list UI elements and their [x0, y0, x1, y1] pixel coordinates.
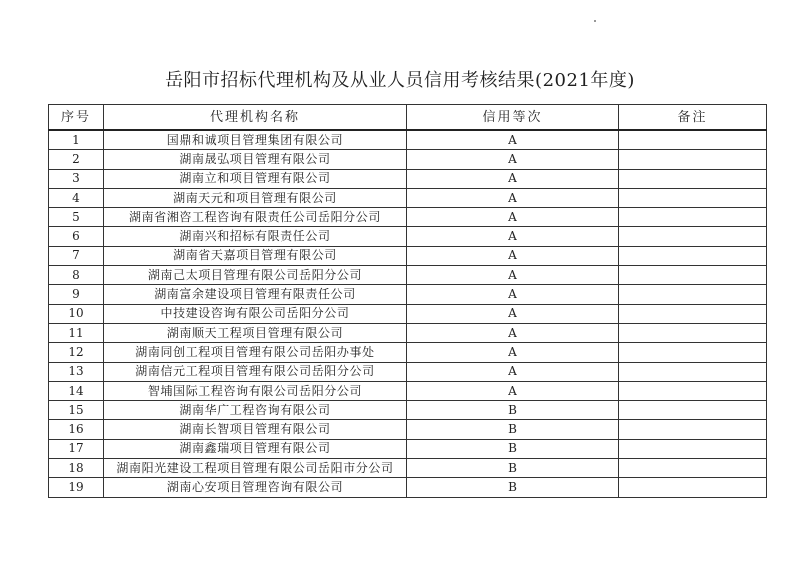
- remarks-cell: [619, 362, 767, 381]
- credit-grade-cell: A: [407, 150, 619, 169]
- credit-grade-cell: A: [407, 130, 619, 150]
- remarks-cell: [619, 304, 767, 323]
- header-remarks: 备注: [619, 105, 767, 131]
- table-row: [49, 362, 767, 381]
- serial-number-cell: 7: [49, 246, 104, 265]
- agency-name-cell: 湖南长智项目管理有限公司: [104, 420, 407, 439]
- table-row: [49, 304, 767, 323]
- table-row: [49, 246, 767, 265]
- credit-grade-cell: A: [407, 381, 619, 400]
- remarks-cell: [619, 208, 767, 227]
- agency-name-cell: 湖南天元和项目管理有限公司: [104, 188, 407, 207]
- serial-number-cell: 11: [49, 323, 104, 342]
- credit-grade-cell: A: [407, 323, 619, 342]
- credit-grade-cell: B: [407, 420, 619, 439]
- agency-name-cell: 湖南信元工程项目管理有限公司岳阳分公司: [104, 362, 407, 381]
- remarks-cell: [619, 323, 767, 342]
- credit-grade-cell: A: [407, 343, 619, 362]
- header-agency-name: 代理机构名称: [104, 105, 407, 131]
- header-credit-grade: 信用等次: [407, 105, 619, 131]
- table-row: [49, 478, 767, 497]
- agency-name-cell: 湖南立和项目管理有限公司: [104, 169, 407, 188]
- table-row: [49, 420, 767, 439]
- credit-grade-cell: B: [407, 401, 619, 420]
- remarks-cell: [619, 285, 767, 304]
- credit-rating-table: [48, 104, 767, 498]
- table-row: [49, 343, 767, 362]
- table-row: [49, 169, 767, 188]
- table-body: [49, 130, 767, 497]
- remarks-cell: [619, 246, 767, 265]
- serial-number-cell: 14: [49, 381, 104, 400]
- credit-grade-cell: B: [407, 478, 619, 497]
- header-serial-number: 序号: [49, 105, 104, 131]
- scan-speck: [594, 20, 596, 22]
- document-title: 岳阳市招标代理机构及从业人员信用考核结果(2021年度): [165, 70, 635, 91]
- serial-number-cell: 4: [49, 188, 104, 207]
- agency-name-cell: 湖南华广工程咨询有限公司: [104, 401, 407, 420]
- credit-grade-cell: A: [407, 246, 619, 265]
- remarks-cell: [619, 343, 767, 362]
- agency-name-cell: 湖南富余建设项目管理有限责任公司: [104, 285, 407, 304]
- table-row: [49, 401, 767, 420]
- serial-number-cell: 15: [49, 401, 104, 420]
- serial-number-cell: 17: [49, 439, 104, 458]
- credit-grade-cell: A: [407, 362, 619, 381]
- remarks-cell: [619, 150, 767, 169]
- agency-name-cell: 国鼎和诚项目管理集团有限公司: [104, 130, 407, 150]
- table-row: [49, 188, 767, 207]
- serial-number-cell: 10: [49, 304, 104, 323]
- remarks-cell: [619, 439, 767, 458]
- table-row: [49, 381, 767, 400]
- serial-number-cell: 5: [49, 208, 104, 227]
- remarks-cell: [619, 130, 767, 150]
- serial-number-cell: 19: [49, 478, 104, 497]
- serial-number-cell: 12: [49, 343, 104, 362]
- credit-grade-cell: A: [407, 227, 619, 246]
- agency-name-cell: 湖南晟弘项目管理有限公司: [104, 150, 407, 169]
- agency-name-cell: 湖南阳光建设工程项目管理有限公司岳阳市分公司: [104, 459, 407, 478]
- credit-grade-cell: A: [407, 188, 619, 207]
- agency-name-cell: 湖南顺天工程项目管理有限公司: [104, 323, 407, 342]
- credit-grade-cell: A: [407, 208, 619, 227]
- agency-name-cell: 湖南己太项目管理有限公司岳阳分公司: [104, 266, 407, 285]
- remarks-cell: [619, 188, 767, 207]
- credit-grade-cell: B: [407, 439, 619, 458]
- remarks-cell: [619, 478, 767, 497]
- credit-grade-cell: A: [407, 266, 619, 285]
- serial-number-cell: 2: [49, 150, 104, 169]
- serial-number-cell: 18: [49, 459, 104, 478]
- table-row: [49, 439, 767, 458]
- serial-number-cell: 9: [49, 285, 104, 304]
- table-row: [49, 208, 767, 227]
- agency-name-cell: 智埔国际工程咨询有限公司岳阳分公司: [104, 381, 407, 400]
- serial-number-cell: 1: [49, 130, 104, 150]
- agency-name-cell: 湖南鑫瑞项目管理有限公司: [104, 439, 407, 458]
- remarks-cell: [619, 381, 767, 400]
- table-row: [49, 285, 767, 304]
- remarks-cell: [619, 266, 767, 285]
- agency-name-cell: 湖南同创工程项目管理有限公司岳阳办事处: [104, 343, 407, 362]
- agency-name-cell: 湖南兴和招标有限责任公司: [104, 227, 407, 246]
- agency-name-cell: 中技建设咨询有限公司岳阳分公司: [104, 304, 407, 323]
- credit-grade-cell: B: [407, 459, 619, 478]
- credit-grade-cell: A: [407, 304, 619, 323]
- table-row: [49, 130, 767, 150]
- remarks-cell: [619, 459, 767, 478]
- remarks-cell: [619, 401, 767, 420]
- serial-number-cell: 6: [49, 227, 104, 246]
- agency-name-cell: 湖南省湘咨工程咨询有限责任公司岳阳分公司: [104, 208, 407, 227]
- agency-name-cell: 湖南省天嘉项目管理有限公司: [104, 246, 407, 265]
- remarks-cell: [619, 227, 767, 246]
- credit-grade-cell: A: [407, 169, 619, 188]
- agency-name-cell: 湖南心安项目管理咨询有限公司: [104, 478, 407, 497]
- remarks-cell: [619, 169, 767, 188]
- table-row: [49, 459, 767, 478]
- table-row: [49, 227, 767, 246]
- credit-grade-cell: A: [407, 285, 619, 304]
- serial-number-cell: 8: [49, 266, 104, 285]
- table-header-row: [49, 105, 767, 131]
- remarks-cell: [619, 420, 767, 439]
- serial-number-cell: 13: [49, 362, 104, 381]
- serial-number-cell: 3: [49, 169, 104, 188]
- table-row: [49, 323, 767, 342]
- table-row: [49, 150, 767, 169]
- serial-number-cell: 16: [49, 420, 104, 439]
- table-row: [49, 266, 767, 285]
